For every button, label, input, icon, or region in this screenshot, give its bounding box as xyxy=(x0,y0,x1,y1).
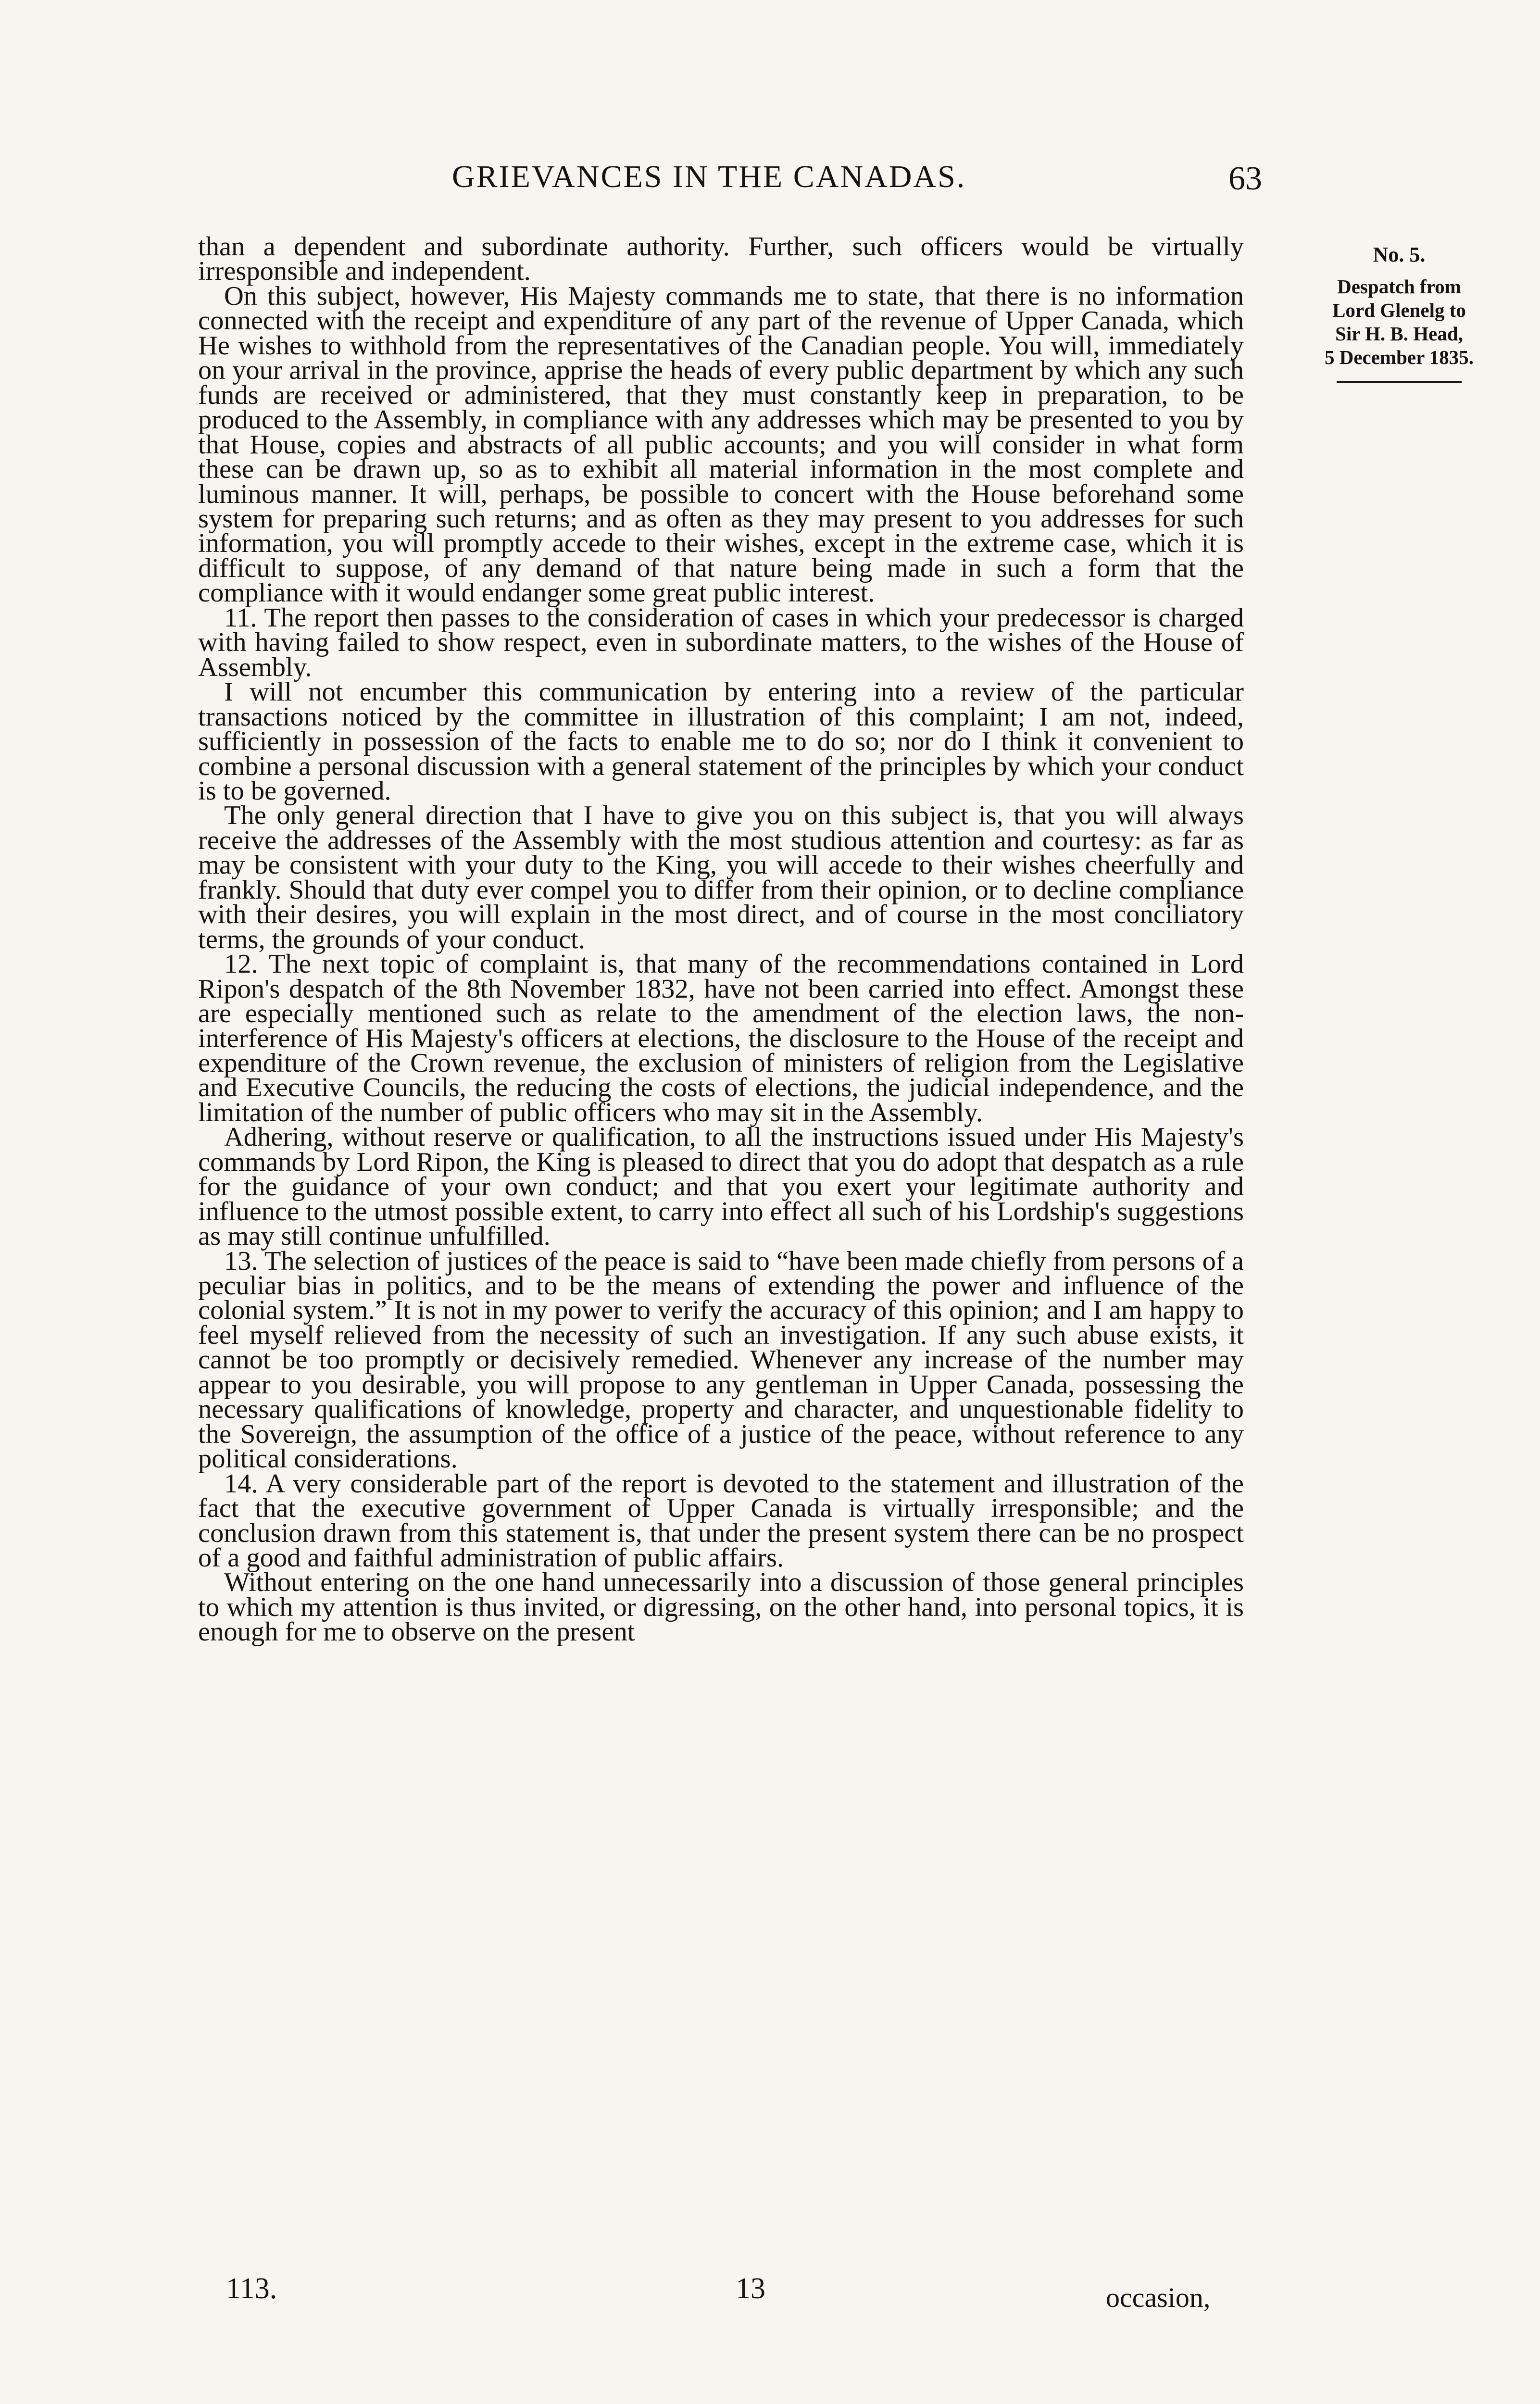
body-text xyxy=(198,232,1244,1647)
paragraph: On this subject, however, His Majesty commands me to state, that there is no information connected with the receipt and expenditure of any part of the revenue of Upper Canada, which He wishes to withhold from the representatives of the Canadian people. You will, immediately on your arrival in the province, apprise the heads of every public department by which any such funds are received or administered, that they must constantly keep in preparation, to be produced to the Assembly, in compliance with any addresses which may be presented to you by that House, copies and abstracts of all public accounts; and you will consider in what form these can be drawn up, so as to exhibit all material information in the most complete and luminous manner. It will, perhaps, be possible to concert with the House beforehand some system for preparing such returns; and as often as they may present to you addresses for such information, you will promptly accede to their wishes, except in the extreme case, which it is difficult to suppose, of any demand of that nature being made in such a form that the compliance with it would endanger some great public interest. xyxy=(198,281,1244,608)
paragraph: Without entering on the one hand unnecessarily into a discussion of those general principles to which my attention is thus invited, or digressing, on the other hand, into personal topics, it is enough for me to observe on the present xyxy=(198,1567,1244,1647)
margin-note-line: Lord Glenelg to xyxy=(1332,299,1466,321)
paragraph: 14. A very considerable part of the report is devoted to the statement and illustration of the fact that the executive government of Upper Canada is virtually irresponsible; and the conclusion drawn from this statement is, that under the present system there can be no prospect of a good and faithful administration of public affairs. xyxy=(198,1468,1244,1573)
sheet-number: 13 xyxy=(736,2272,765,2305)
margin-rule xyxy=(1337,381,1462,383)
paragraph: than a dependent and subordinate authority. Further, such officers would be virtually irresponsible and independent. xyxy=(198,232,1244,287)
paragraph: 13. The selection of justices of the peace is said to “have been made chiefly from persons of a peculiar bias in politics, and to be the means of extending the power and influence of the colonial system.” It is not in my power to verify the accuracy of this opinion; and I am happy to feel myself relieved from the necessity of such an investigation. If any such abuse exists, it cannot be too promptly or decisively remedied. Whenever any increase of the number may appear to you desirable, you will propose to any gentleman in Upper Canada, possessing the necessary qualifications of knowledge, property and character, and unquestionable fidelity to the Sovereign, the assumption of the office of a justice of the peace, without reference to any political considerations. xyxy=(198,1246,1244,1474)
margin-note-line: Despatch from xyxy=(1337,275,1461,298)
margin-note-line: 5 December 1835. xyxy=(1324,346,1474,368)
margin-note-number: No. 5. xyxy=(1373,243,1426,266)
signature-mark: 113. xyxy=(226,2272,277,2305)
paragraph: Adhering, without reserve or qualification, to all the instructions issued under His Majesty's commands by Lord Ripon, the King is pleased to direct that you do adopt that despatch as a rule for the guidance of your own conduct; and that you exert your legitimate authority and influence to the utmost possible extent, to carry into effect all such of his Lordship's suggestions as may still continue unfulfilled. xyxy=(198,1122,1244,1252)
running-title: GRIEVANCES IN THE CANADAS. xyxy=(452,159,966,194)
page-number: 63 xyxy=(1228,160,1262,197)
paragraph: The only general direction that I have to give you on this subject is, that you will always receive the addresses of the Assembly with the most studious attention and courtesy: as far as may be consistent with your duty to the King, you will accede to their wishes cheerfully and frankly. Should that duty ever compel you to differ from their opinion, or to decline compliance with their desires, you will explain in the most direct, and of course in the most conciliatory terms, the grounds of your conduct. xyxy=(198,801,1244,954)
paragraph: 12. The next topic of complaint is, that many of the recommendations contained in Lord Ripon's despatch of the 8th November 1832, have not been carried into effect. Amongst these are especially mentioned such as relate to the amendment of the election laws, the non-interference of His Majesty's officers at elections, the disclosure to the House of the receipt and expenditure of the Crown revenue, the exclusion of ministers of religion from the Legislative and Executive Councils, the reducing the costs of elections, the judicial independence, and the limitation of the number of public officers who may sit in the Assembly. xyxy=(198,949,1244,1127)
catchword: occasion, xyxy=(1106,2282,1211,2313)
paragraph: I will not encumber this communication by entering into a review of the particular transactions noticed by the committee in illustration of this complaint; I am not, indeed, sufficiently in possession of the facts to enable me to do so; nor do I think it convenient to combine a personal discussion with a general statement of the principles by which your conduct is to be governed. xyxy=(198,677,1244,806)
paragraph: 11. The report then passes to the consideration of cases in which your predecessor is charged with having failed to show respect, even in subordinate matters, to the wishes of the House of Assembly. xyxy=(198,602,1244,682)
margin-note xyxy=(1298,243,1500,383)
margin-note-line: Sir H. B. Head, xyxy=(1335,323,1463,345)
